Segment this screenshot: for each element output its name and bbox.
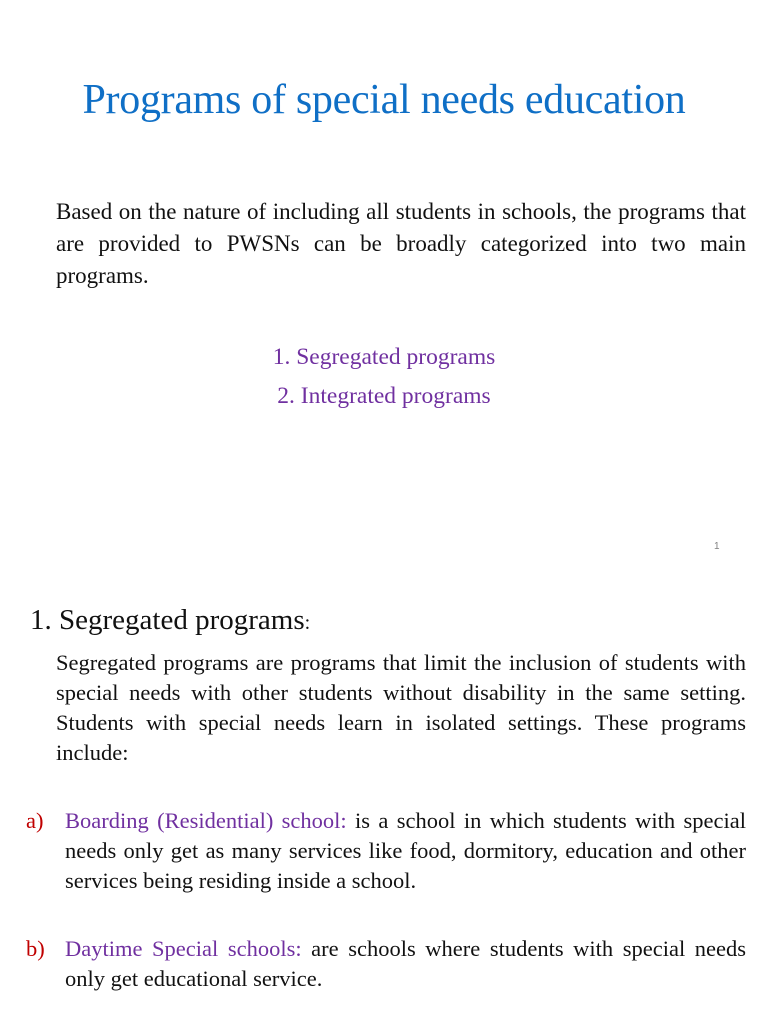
list-item-text: are schools where students with special needs only get educational service. [65,936,747,991]
program-list [0,338,768,416]
list-item-body [65,934,746,994]
list-item-term: Boarding (Residential) school: [65,808,347,833]
list-item-text: is a school in which students with special needs only get as many services like food, dormitory, education and other services being residing inside a school. [65,808,746,893]
page-number: 1 [714,541,720,552]
section-heading-text: 1. Segregated programs [30,604,305,636]
slide-2 [0,570,768,1024]
section-heading [30,600,310,643]
slide-title: Programs of special needs education [82,77,686,123]
program-item-integrated: 2. Integrated programs [277,383,491,409]
list-marker: a) [26,808,44,833]
list-marker: b) [26,936,45,961]
list-item-boarding-school [26,806,746,896]
section-heading-colon: : [304,612,311,634]
list-item-body [65,806,746,896]
list-item-daytime-school [26,934,746,994]
segregated-description: Segregated programs are programs that limit the inclusion of students with special needs with other students without disability in the same setting. Students with special needs learn in isolated settings. These programs include: [56,650,746,765]
intro-paragraph: Based on the nature of including all students in schools, the programs that are provided to PWSNs can be broadly categorized into two main programs. [56,199,746,288]
list-item-term: Daytime Special schools: [65,936,302,961]
program-item-segregated: 1. Segregated programs [272,344,496,370]
